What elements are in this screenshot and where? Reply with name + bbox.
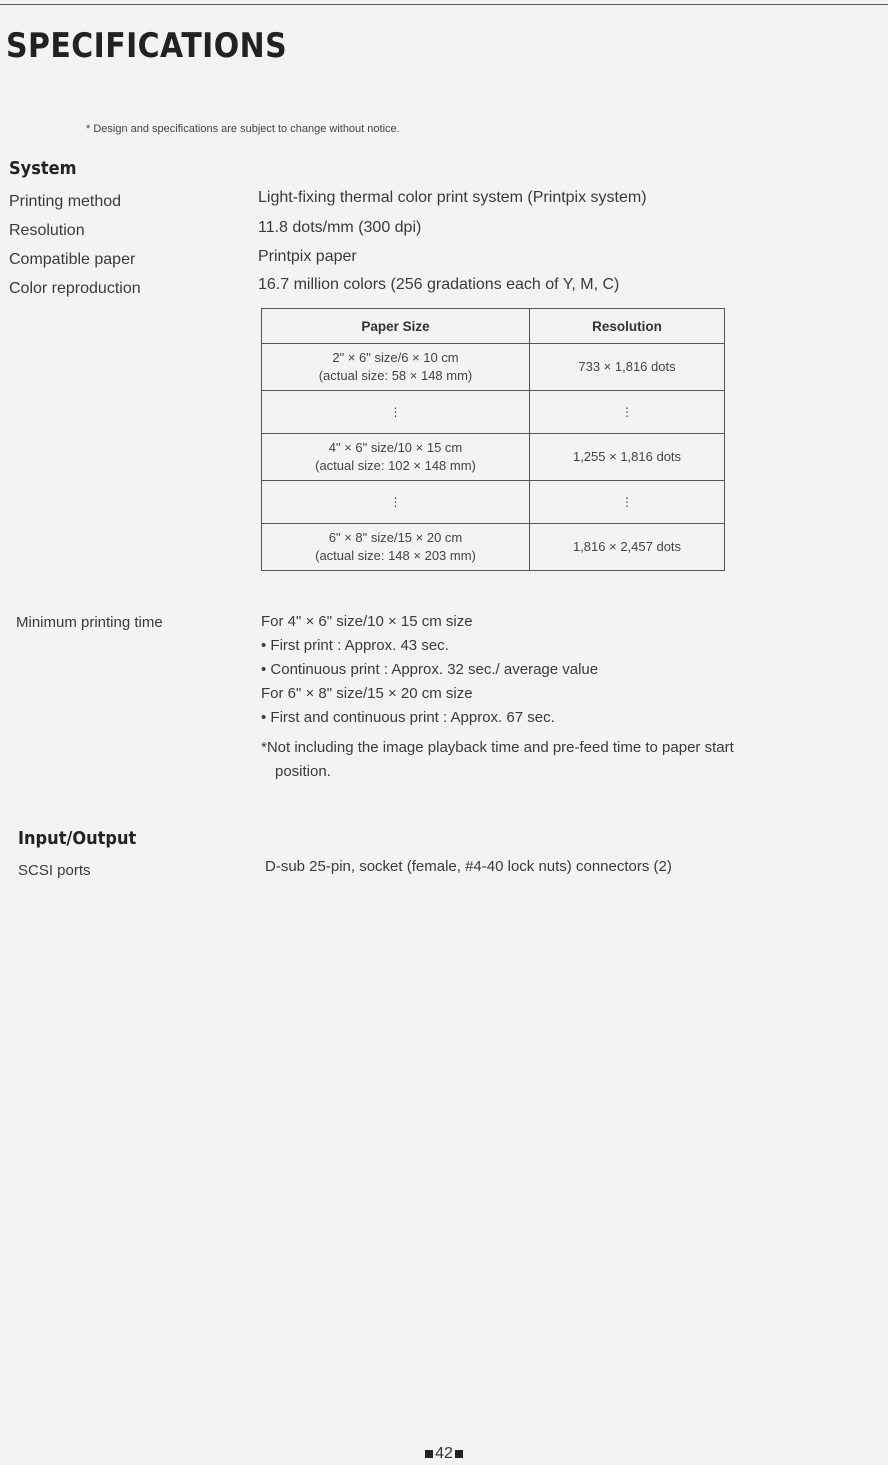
spec-label: Compatible paper <box>9 251 136 268</box>
page-number-value: 42 <box>435 1445 453 1462</box>
mpt-line: For 6" × 8" size/15 × 20 cm size <box>261 685 473 702</box>
mpt-line: • Continuous print : Approx. 32 sec./ average value <box>261 661 599 678</box>
table-row <box>262 391 725 434</box>
footnote-line: position. <box>275 763 331 780</box>
paper-size-cell <box>262 344 530 391</box>
ellipsis-cell: ⋮ <box>262 481 530 524</box>
resolution-cell: 1,816 × 2,457 dots <box>530 524 725 571</box>
top-rule <box>0 4 888 5</box>
spec-value: D-sub 25-pin, socket (female, #4-40 lock nuts) connectors (2) <box>265 858 672 875</box>
resolution-cell: 1,255 × 1,816 dots <box>530 434 725 481</box>
spec-label: Printing method <box>9 193 122 210</box>
mpt-line: For 4" × 6" size/10 × 15 cm size <box>261 613 473 630</box>
mpt-line: • First and continuous print : Approx. 67 sec. <box>261 709 555 726</box>
table-header-row <box>262 309 725 344</box>
spec-value: Printpix paper <box>258 248 357 265</box>
page-title: SPECIFICATIONS <box>6 26 288 66</box>
actual-size: (actual size: 102 × 148 mm) <box>315 458 476 473</box>
ellipsis-cell: ⋮ <box>530 481 725 524</box>
mpt-line: • First print : Approx. 43 sec. <box>261 637 449 654</box>
footnote-line: *Not including the image playback time and pre-feed time to paper start <box>261 739 734 756</box>
paper-size: 4" × 6" size/10 × 15 cm <box>328 440 463 455</box>
table-header-resolution: Resolution <box>530 309 725 344</box>
square-bullet-icon <box>425 1450 433 1458</box>
actual-size: (actual size: 148 × 203 mm) <box>315 548 476 563</box>
min-printing-time-label: Minimum printing time <box>16 614 163 631</box>
paper-size: 2" × 6" size/6 × 10 cm <box>332 350 459 365</box>
spec-label: Resolution <box>9 222 85 239</box>
table-row <box>262 434 725 481</box>
paper-size-cell <box>262 434 530 481</box>
table-row <box>262 344 725 391</box>
spec-label: SCSI ports <box>18 862 91 879</box>
table-row <box>262 524 725 571</box>
table-header-paper-size: Paper Size <box>262 309 530 344</box>
table-row <box>262 481 725 524</box>
spec-value: 11.8 dots/mm (300 dpi) <box>258 219 422 236</box>
page-number <box>0 1445 888 1463</box>
ellipsis-cell: ⋮ <box>530 391 725 434</box>
min-printing-time-details <box>261 610 598 730</box>
spec-value: Light-fixing thermal color print system (Printpix system) <box>258 189 647 206</box>
spec-label: Color reproduction <box>9 280 141 297</box>
resolution-cell: 733 × 1,816 dots <box>530 344 725 391</box>
paper-size: 6" × 8" size/15 × 20 cm <box>328 530 463 545</box>
paper-size-cell <box>262 524 530 571</box>
section-heading-system: System <box>9 158 77 179</box>
ellipsis-cell: ⋮ <box>262 391 530 434</box>
square-bullet-icon <box>455 1450 463 1458</box>
actual-size: (actual size: 58 × 148 mm) <box>318 368 473 383</box>
resolution-table <box>261 308 725 571</box>
section-heading-input-output: Input/Output <box>18 828 137 849</box>
spec-value: 16.7 million colors (256 gradations each of Y, M, C) <box>258 276 620 293</box>
printing-time-footnote <box>261 736 881 784</box>
change-notice: * Design and specifications are subject to change without notice. <box>86 123 400 135</box>
